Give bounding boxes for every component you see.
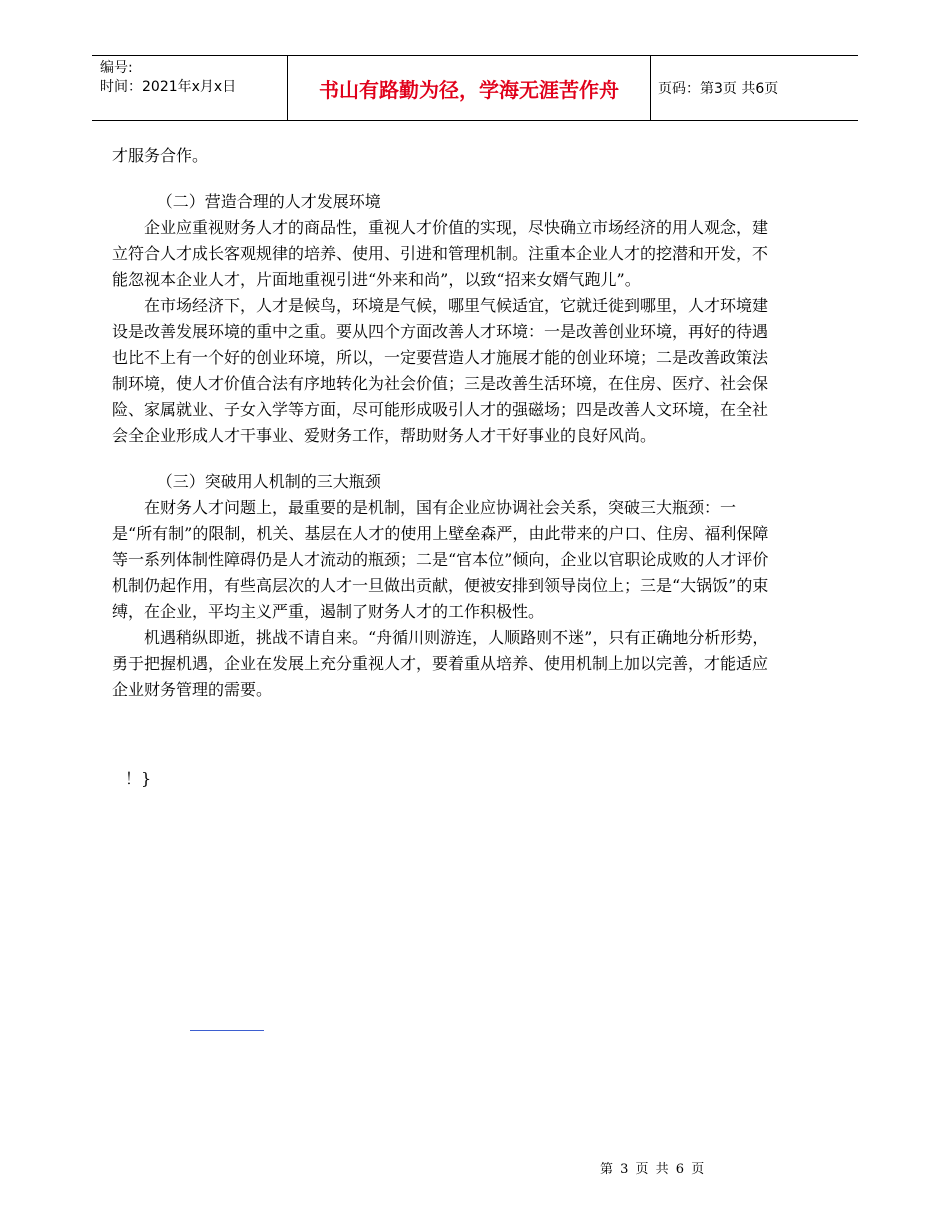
time-label: 时间：2021年x月x日 (100, 79, 237, 95)
paragraph: 在财务人才问题上，最重要的是机制，国有企业应协调社会关系，突破三大瓶颈：一是“所有制”的限制，机关、基层在人才的使用上壁垒森严，由此带来的户口、住房、福利保障等一系列体制性障碍仍是人才流动的瓶颈；二是“官本位”倾向，企业以官职论成败的人才评价机制仍起作用，有些高层次的人才一旦做出贡献，便被安排到领导岗位上；三是“大锅饭”的束缚，在企业，平均主义严重，遏制了财务人才的工作积极性。 (112, 498, 769, 621)
paragraph: 机遇稍纵即逝，挑战不请自来。“舟循川则游连，人顺路则不迷”，只有正确地分析形势，勇于把握机遇，企业在发展上充分重视人才，要着重从培养、使用机制上加以完善，才能适应企业财务管理的需要。 (112, 628, 769, 699)
serial-number-label: 编号: (100, 60, 133, 76)
paragraph: 在市场经济下，人才是候鸟，环境是气候，哪里气候适宜，它就迁徙到哪里，人才环境建设是改善发展环境的重中之重。要从四个方面改善人才环境：一是改善创业环境，再好的待遇也比不上有一个好的创业环境，所以，一定要营造人才施展才能的创业环境；二是改善政策法制环境，使人才价值合法有序地转化为社会价值；三是改善生活环境，在住房、医疗、社会保险、家属就业、子女入学等方面，尽可能形成吸引人才的强磁场；四是改善人文环境，在全社会全企业形成人才干事业、爱财务工作，帮助财务人才干好事业的良好风尚。 (112, 296, 769, 445)
page-header (92, 55, 858, 121)
link-underline-fragment (190, 1030, 264, 1031)
paragraph-continuation: 才服务合作。 (112, 146, 209, 165)
stray-characters: ！} (125, 769, 152, 788)
header-meta (100, 59, 285, 97)
document-body (112, 143, 772, 703)
header-motto: 书山有路勤为径，学海无涯苦作舟 (287, 56, 651, 120)
section-heading-2: （二）营造合理的人才发展环境 (156, 192, 381, 211)
page-footer: 第 3 页 共 6 页 (600, 1162, 705, 1177)
header-page-info: 页码：第3页 共6页 (658, 81, 779, 97)
section-heading-3: （三）突破用人机制的三大瓶颈 (156, 472, 381, 491)
paragraph: 企业应重视财务人才的商品性，重视人才价值的实现，尽快确立市场经济的用人观念，建立符合人才成长客观规律的培养、使用、引进和管理机制。注重本企业人才的挖潜和开发，不能忽视本企业人才，片面地重视引进“外来和尚”，以致“招来女婿气跑儿”。 (112, 218, 769, 289)
